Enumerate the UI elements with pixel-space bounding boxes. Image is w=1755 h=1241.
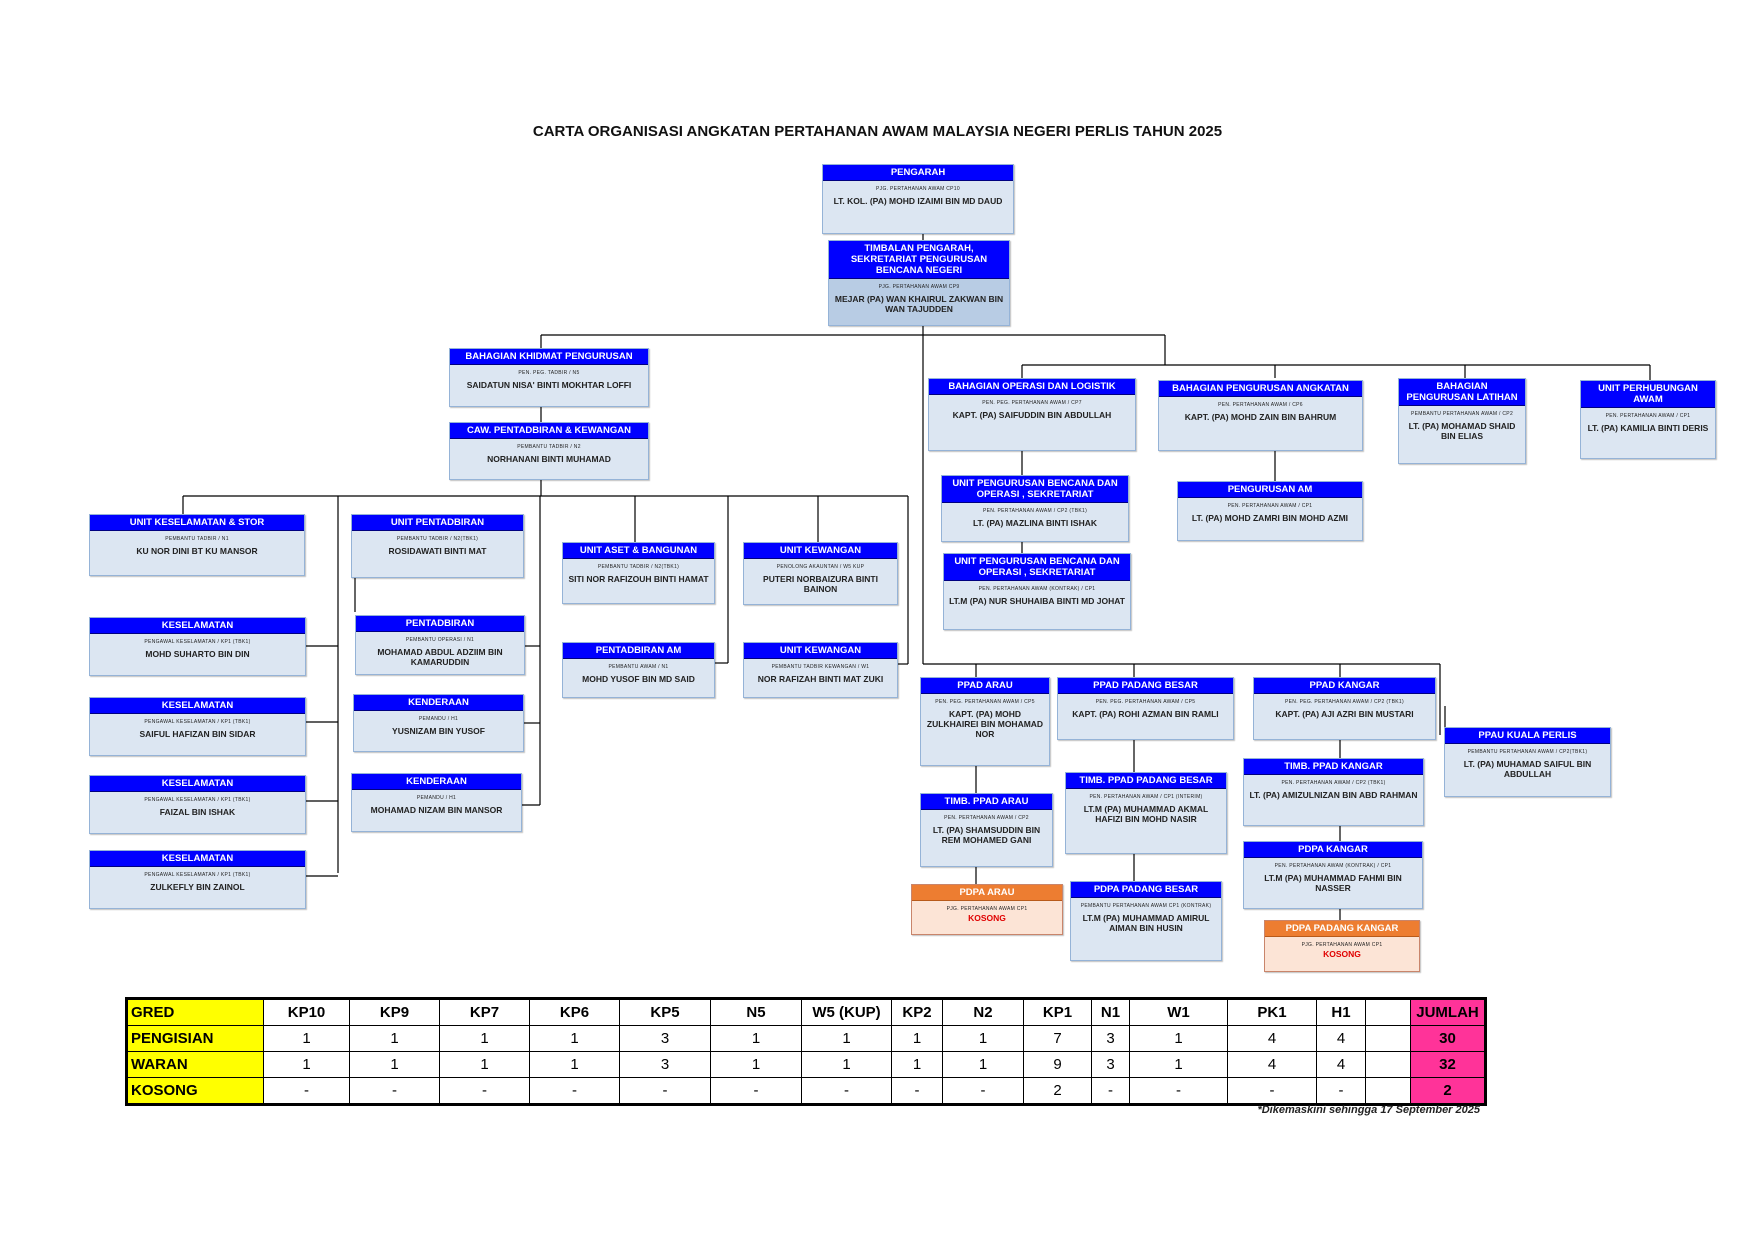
box-header: PDPA PADANG KANGAR [1265,921,1419,937]
box-name: LT. (PA) SHAMSUDDIN BIN REM MOHAMED GANI [932,825,1041,845]
summary-row [127,1052,1486,1078]
summary-cell: 1 [892,1026,943,1052]
summary-cell: W1 [1130,999,1228,1026]
box-header: UNIT KESELAMATAN & STOR [90,515,304,531]
box-post: PEN. PERTAHANAN AWAM / CP2 (TBK1) [1281,780,1386,786]
summary-cell: - [350,1078,440,1105]
summary-cell: 1 [943,1026,1024,1052]
summary-cell: - [943,1078,1024,1105]
summary-cell: KP7 [440,999,530,1026]
box-bkp [449,348,649,407]
box-name: KAPT. (PA) AJI AZRI BIN MUSTARI [1275,709,1414,719]
summary-cell: 30 [1411,1026,1486,1052]
box-header: CAW. PENTADBIRAN & KEWANGAN [450,423,648,439]
box-header: TIMBALAN PENGARAH, SEKRETARIAT PENGURUSAN BENCANA NEGERI [829,241,1009,279]
summary-cell: N2 [943,999,1024,1026]
box-name: SAIDATUN NISA' BINTI MOKHTAR LOFFI [466,380,632,390]
summary-cell: 4 [1228,1026,1317,1052]
box-name: KOSONG [1323,949,1361,959]
box-post: PEN. PERTAHANAN AWAM / CP1 [1227,503,1313,509]
box-name: LT. (PA) AMIZULNIZAN BIN ABD RAHMAN [1249,790,1418,800]
box-header: PPAD ARAU [921,678,1049,694]
box-post: PJG. PERTAHANAN AWAM CP1 [1301,942,1383,948]
summary-row [127,1026,1486,1052]
summary-cell: - [892,1078,943,1105]
box-post: PEMANDU / H1 [418,716,459,722]
summary-cell: GRED [127,999,264,1026]
box-name: LT.M (PA) MUHAMMAD FAHMI BIN NASSER [1264,873,1402,893]
box-header: BAHAGIAN OPERASI DAN LOGISTIK [929,379,1135,395]
box-post: PEN. PERTAHANAN AWAM / CP6 [1218,402,1303,408]
box-name: LT.M (PA) MUHAMMAD AKMAL HAFIZI BIN MOHD NASIR [1083,804,1209,824]
box-post: PEN. PERTAHANAN AWAM / CP1 (INTERIM) [1089,794,1203,800]
summary-cell: - [1092,1078,1130,1105]
summary-cell: 2 [1411,1078,1486,1105]
summary-cell: 1 [892,1052,943,1078]
box-header: KENDERAAN [352,774,521,790]
box-post: PEMBANTU TADBIR / N1 [165,536,229,542]
box-post: PEMBANTU AWAM / N1 [608,664,669,670]
summary-cell: - [802,1078,892,1105]
box-post: PEMBANTU TADBIR / N2 [517,444,581,450]
box-header: KESELAMATAN [90,776,305,792]
box-name: MEJAR (PA) WAN KHAIRUL ZAKWAN BIN WAN TAJUDDEN [834,294,1004,314]
summary-cell: N5 [711,999,802,1026]
box-ppad-arau [920,677,1050,766]
summary-cell: 4 [1317,1052,1366,1078]
box-uk2 [743,642,898,698]
box-header: BAHAGIAN PENGURUSAN LATIHAN [1399,379,1525,406]
box-name: LT. (PA) MAZLINA BINTI ISHAK [972,518,1098,528]
box-header: PPAD PADANG BESAR [1058,678,1233,694]
box-post: PEN. PERTAHANAN AWAM (KONTRAK) / CP1 [1274,863,1392,869]
summary-cell: 1 [802,1026,892,1052]
box-post: PEN. PERTAHANAN AWAM / CP2 [944,815,1029,821]
box-kes2 [89,697,306,756]
summary-cell: H1 [1317,999,1366,1026]
box-timb-pb [1065,772,1227,854]
box-post: PJG. PERTAHANAN AWAM CP10 [876,186,960,192]
summary-cell: KP10 [264,999,350,1026]
box-post: PJG. PERTAHANAN AWAM CP9 [878,284,960,290]
box-post: PJG. PERTAHANAN AWAM CP1 [946,906,1028,912]
box-post: PEMBANTU PERTAHANAN AWAM / CP2 [1410,411,1514,417]
summary-cell: KP9 [350,999,440,1026]
summary-cell: PK1 [1228,999,1317,1026]
box-uab [562,542,715,604]
box-name: LT. KOL. (PA) MOHD IZAIMI BIN MD DAUD [833,196,1003,206]
summary-cell: - [711,1078,802,1105]
box-header: BAHAGIAN PENGURUSAN ANGKATAN [1159,381,1362,397]
box-name: NOR RAFIZAH BINTI MAT ZUKI [757,674,884,684]
summary-cell: 1 [440,1052,530,1078]
box-name: LT.M (PA) MUHAMMAD AMIRUL AIMAN BIN HUSIN [1082,913,1210,933]
summary-cell: 3 [620,1026,711,1052]
summary-cell: KP1 [1024,999,1092,1026]
summary-cell: 1 [440,1026,530,1052]
box-header: PENTADBIRAN [356,616,524,632]
box-post: PEMBANTU PERTAHANAN AWAM CP1 (KONTRAK) [1080,903,1212,909]
box-post: PEN. PEG. PERTAHANAN AWAM / CP7 [982,400,1082,406]
summary-cell: - [264,1078,350,1105]
box-header: PDPA ARAU [912,885,1062,901]
summary-cell: 7 [1024,1026,1092,1052]
box-pent [355,615,525,675]
box-name: LT. (PA) KAMILIA BINTI DERIS [1587,423,1709,433]
summary-cell: 1 [264,1052,350,1078]
box-name: LT. (PA) MUHAMAD SAIFUL BIN ABDULLAH [1463,759,1592,779]
box-post: PENGAWAL KESELAMATAN / KP1 (TBK1) [144,872,251,878]
summary-cell: KP2 [892,999,943,1026]
box-upbo2 [943,553,1131,630]
box-header: PDPA PADANG BESAR [1071,882,1221,898]
summary-cell: - [620,1078,711,1105]
box-header: PPAD KANGAR [1254,678,1435,694]
box-ppau-kuala-perlis [1444,727,1611,797]
summary-cell: 1 [350,1026,440,1052]
box-header: TIMB. PPAD KANGAR [1244,759,1423,775]
box-caw [449,422,649,480]
box-pdpa-pb [1070,881,1222,961]
summary-cell: 9 [1024,1052,1092,1078]
summary-row [127,1078,1486,1105]
box-header: PDPA KANGAR [1244,842,1422,858]
box-pdpa-arau [911,884,1063,935]
box-post: PEN. PEG. PERTAHANAN AWAM / CP5 [1095,699,1196,705]
box-upt [351,514,524,578]
box-timbalan [828,240,1010,326]
box-timb-kangar [1243,758,1424,826]
summary-cell: JUMLAH [1411,999,1486,1026]
summary-cell: 4 [1228,1052,1317,1078]
box-header: UNIT PERHUBUNGAN AWAM [1581,381,1715,408]
box-upbo1 [941,475,1129,542]
box-pengarah [822,164,1014,234]
box-post: PEMANDU / H1 [416,795,457,801]
box-header: UNIT PENGURUSAN BENCANA DAN OPERASI , SEKRETARIAT [944,554,1130,581]
box-header: PENGARAH [823,165,1013,181]
summary-cell: KP5 [620,999,711,1026]
summary-cell: 4 [1317,1026,1366,1052]
box-kes4 [89,850,306,909]
summary-cell: 1 [802,1052,892,1078]
box-post: PENGAWAL KESELAMATAN / KP1 (TBK1) [144,639,251,645]
box-name: SAIFUL HAFIZAN BIN SIDAR [139,729,256,739]
box-post: PEMBANTU TADBIR / N2(TBK1) [396,536,479,542]
summary-cell: 1 [1130,1052,1228,1078]
summary-cell [1366,1026,1411,1052]
box-header: KESELAMATAN [90,851,305,867]
box-uk1 [743,542,898,605]
summary-cell: W5 (KUP) [802,999,892,1026]
summary-cell: 3 [620,1052,711,1078]
box-name: SITI NOR RAFIZOUH BINTI HAMAT [568,574,709,584]
summary-cell: - [530,1078,620,1105]
box-header: UNIT KEWANGAN [744,543,897,559]
box-name: NORHANANI BINTI MUHAMAD [487,454,611,464]
box-header: TIMB. PPAD ARAU [921,794,1052,810]
box-bpa [1158,380,1363,451]
box-name: ROSIDAWATI BINTI MAT [388,546,487,556]
box-header: UNIT PENTADBIRAN [352,515,523,531]
box-header: PENTADBIRAN AM [563,643,714,659]
summary-cell: 1 [530,1052,620,1078]
summary-cell: 2 [1024,1078,1092,1105]
box-timb-arau [920,793,1053,867]
box-header: KESELAMATAN [90,698,305,714]
box-name: PUTERI NORBAIZURA BINTI BAINON [763,574,878,594]
box-name: FAIZAL BIN ISHAK [159,807,236,817]
box-post: PEN. PEG. PERTAHANAN AWAM / CP2 (TBK1) [1285,699,1404,705]
box-name: MOHD SUHARTO BIN DIN [145,649,250,659]
box-kes1 [89,617,306,676]
box-header: TIMB. PPAD PADANG BESAR [1066,773,1226,789]
box-header: PENGURUSAN AM [1178,482,1362,498]
box-name: KAPT. (PA) MOHD ZAIN BIN BAHRUM [1184,412,1337,422]
summary-cell [1366,1078,1411,1105]
box-name: KAPT. (PA) ROHI AZMAN BIN RAMLI [1072,709,1219,719]
box-uks [89,514,305,576]
summary-cell: 1 [711,1052,802,1078]
box-post: PEN. PERTAHANAN AWAM / CP1 [1605,413,1691,419]
box-header: PPAU KUALA PERLIS [1445,728,1610,744]
box-post: PEN. PERTAHANAN AWAM / CP2 (TBK1) [982,508,1088,514]
box-header: UNIT PENGURUSAN BENCANA DAN OPERASI , SEKRETARIAT [942,476,1128,503]
summary-cell: 1 [943,1052,1024,1078]
box-name: MOHD YUSOF BIN MD SAID [582,674,695,684]
box-pdpa-padang-kangar [1264,920,1420,972]
box-post: PENGAWAL KESELAMATAN / KP1 (TBK1) [144,797,251,803]
box-post: PENOLONG AKAUNTAN / W5 KUP [776,564,865,570]
box-post: PENGAWAL KESELAMATAN / KP1 (TBK1) [144,719,251,725]
box-header: KESELAMATAN [90,618,305,634]
summary-cell: WARAN [127,1052,264,1078]
box-name: KU NOR DINI BT KU MANSOR [136,546,258,556]
box-post: PEN. PEG. TADBIR / N5 [518,370,580,376]
box-pam2 [1177,481,1363,541]
box-post: PEMBANTU TADBIR KEWANGAN / W1 [771,664,870,670]
box-post: PEMBANTU PERTAHANAN AWAM / CP2(TBK1) [1467,749,1588,755]
summary-cell: - [1130,1078,1228,1105]
box-bpl [1398,378,1526,464]
summary-cell: 3 [1092,1052,1130,1078]
box-ken1 [353,694,524,752]
summary-header-row [127,999,1486,1026]
box-name: YUSNIZAM BIN YUSOF [392,726,485,736]
summary-cell: 1 [264,1026,350,1052]
box-header: UNIT ASET & BANGUNAN [563,543,714,559]
box-header: KENDERAAN [354,695,523,711]
box-name: LT. (PA) MOHD ZAMRI BIN MOHD AZMI [1191,513,1349,523]
box-header: BAHAGIAN KHIDMAT PENGURUSAN [450,349,648,365]
box-name: KAPT. (PA) MOHD ZULKHAIREI BIN MOHAMAD NOR [926,709,1044,739]
box-kes3 [89,775,306,834]
box-name: MOHAMAD NIZAM BIN MANSOR [370,805,503,815]
update-note: *Dikemaskini sehingga 17 September 2025 [1257,1104,1480,1116]
summary-cell: PENGISIAN [127,1026,264,1052]
box-post: PEN. PEG. PERTAHANAN AWAM / CP5 [935,699,1035,705]
box-post: PEMBANTU OPERASI / N1 [405,637,475,643]
box-ken2 [351,773,522,832]
box-name: MOHAMAD ABDUL ADZIIM BIN KAMARUDDIN [377,647,503,667]
box-ppad-pb [1057,677,1234,740]
summary-cell: KP6 [530,999,620,1026]
box-name: LT.M (PA) NUR SHUHAIBA BINTI MD JOHAT [949,596,1125,606]
summary-cell: - [440,1078,530,1105]
box-header: UNIT KEWANGAN [744,643,897,659]
summary-cell: 1 [530,1026,620,1052]
summary-cell: 1 [711,1026,802,1052]
summary-cell: - [1228,1078,1317,1105]
box-name: LT. (PA) MOHAMAD SHAID BIN ELIAS [1408,421,1516,441]
box-name: ZULKEFLY BIN ZAINOL [150,882,245,892]
summary-cell: 1 [1130,1026,1228,1052]
box-post: PEN. PERTAHANAN AWAM (KONTRAK) / CP1 [978,586,1096,592]
box-uph [1580,380,1716,459]
summary-cell: N1 [1092,999,1130,1026]
box-post: PEMBANTU TADBIR / N2(TBK1) [597,564,680,570]
box-pdpa-kangar [1243,841,1423,909]
summary-cell: KOSONG [127,1078,264,1105]
summary-cell: - [1317,1078,1366,1105]
summary-cell [1366,999,1411,1026]
summary-table [125,997,1487,1106]
box-ppad-kangar [1253,677,1436,740]
box-name: KOSONG [968,913,1006,923]
summary-cell [1366,1052,1411,1078]
summary-cell: 1 [350,1052,440,1078]
summary-cell: 3 [1092,1026,1130,1052]
box-bol [928,378,1136,451]
box-name: KAPT. (PA) SAIFUDDIN BIN ABDULLAH [952,410,1112,420]
chart-title: CARTA ORGANISASI ANGKATAN PERTAHANAN AWAM MALAYSIA NEGERI PERLIS TAHUN 2025 [532,123,1223,140]
box-pam [562,642,715,698]
summary-cell: 32 [1411,1052,1486,1078]
